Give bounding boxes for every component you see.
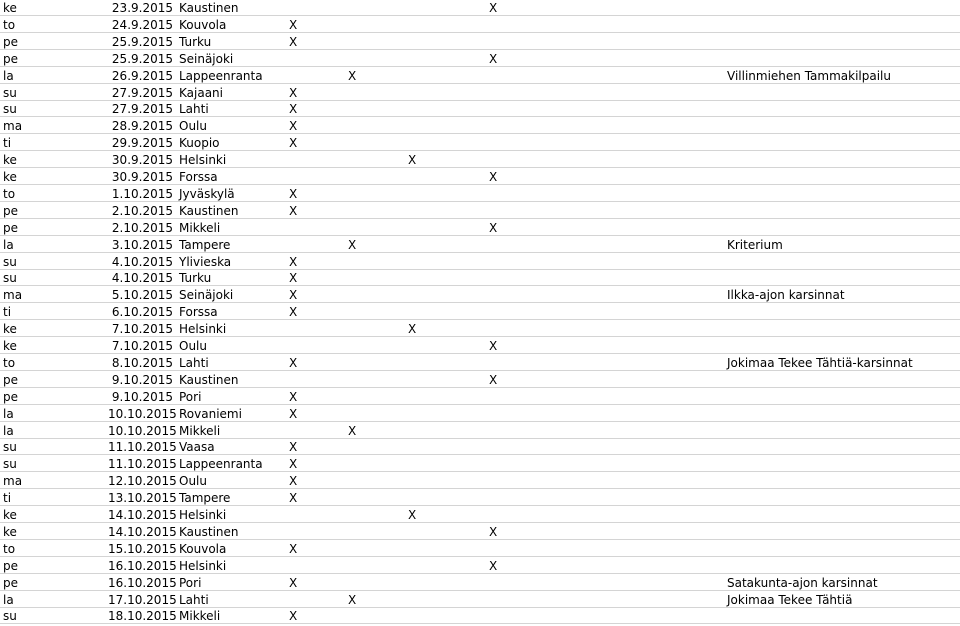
venue-cell: Tampere <box>179 237 231 252</box>
venue-cell: Vaasa <box>179 440 215 455</box>
schedule-row <box>0 254 960 270</box>
venue-cell: Tampere <box>179 491 231 506</box>
schedule-row <box>0 118 960 134</box>
date-cell: 7.10.2015 <box>111 322 173 337</box>
weekday-cell: ma <box>3 119 23 134</box>
category-mark-cell: X <box>289 440 298 455</box>
venue-cell: Jyväskylä <box>179 186 235 201</box>
weekday-cell: pe <box>3 558 18 573</box>
venue-cell: Ylivieska <box>179 254 232 269</box>
weekday-cell: ti <box>3 491 12 506</box>
category-mark-cell: X <box>289 474 298 489</box>
weekday-cell: pe <box>3 34 18 49</box>
schedule-row <box>0 270 960 286</box>
schedule-row <box>0 51 960 67</box>
weekday-cell: to <box>3 355 16 370</box>
weekday-cell: ke <box>3 322 17 337</box>
category-mark-cell: X <box>289 136 298 151</box>
schedule-row <box>0 473 960 489</box>
schedule-row <box>0 321 960 337</box>
category-mark-cell: X <box>289 305 298 320</box>
category-mark-cell: X <box>489 1 498 15</box>
date-cell: 6.10.2015 <box>111 305 173 320</box>
weekday-cell: su <box>3 271 17 286</box>
weekday-cell: pe <box>3 575 18 590</box>
venue-cell: Lahti <box>179 355 209 370</box>
date-cell: 12.10.2015 <box>108 474 177 489</box>
date-cell: 4.10.2015 <box>111 271 173 286</box>
date-cell: 14.10.2015 <box>108 524 177 539</box>
date-cell: 2.10.2015 <box>111 220 173 235</box>
schedule-row <box>0 152 960 168</box>
category-mark-cell: X <box>289 609 298 624</box>
weekday-cell: la <box>3 423 14 438</box>
date-cell: 9.10.2015 <box>111 372 173 387</box>
schedule-row <box>0 304 960 320</box>
venue-cell: Helsinki <box>179 322 227 337</box>
date-cell: 27.9.2015 <box>111 102 173 117</box>
date-cell: 11.10.2015 <box>108 457 177 472</box>
weekday-cell: la <box>3 237 14 252</box>
category-mark-cell: X <box>289 271 298 286</box>
category-mark-cell: X <box>489 339 498 353</box>
venue-cell: Pori <box>179 575 202 590</box>
schedule-row <box>0 338 960 354</box>
venue-cell: Lahti <box>179 102 209 117</box>
venue-cell: Kouvola <box>179 541 227 556</box>
schedule-row <box>0 575 960 591</box>
venue-cell: Lappeenranta <box>179 457 263 472</box>
weekday-cell: ke <box>3 508 17 522</box>
category-mark-cell: X <box>289 288 298 303</box>
note-cell: Kriterium <box>727 237 783 252</box>
date-cell: 5.10.2015 <box>111 288 173 303</box>
date-cell: 25.9.2015 <box>111 51 173 66</box>
schedule-row <box>0 541 960 557</box>
venue-cell: Helsinki <box>179 153 227 168</box>
note-cell: Jokimaa Tekee Tähtiä-karsinnat <box>727 355 913 370</box>
note-cell: Satakunta-ajon karsinnat <box>727 575 878 590</box>
venue-cell: Turku <box>179 34 212 49</box>
schedule-row <box>0 287 960 303</box>
schedule-row <box>0 592 960 608</box>
category-mark-cell: X <box>348 592 357 607</box>
category-mark-cell: X <box>489 558 498 573</box>
date-cell: 28.9.2015 <box>111 119 173 134</box>
category-mark-cell: X <box>289 34 298 49</box>
category-mark-cell: X <box>289 491 298 506</box>
date-cell: 16.10.2015 <box>108 575 177 590</box>
weekday-cell: ti <box>3 305 12 320</box>
category-mark-cell: X <box>289 119 298 134</box>
schedule-row <box>0 355 960 371</box>
venue-cell: Pori <box>179 389 202 404</box>
note-cell: Villinmiehen Tammakilpailu <box>727 68 891 83</box>
date-cell: 10.10.2015 <box>108 423 177 438</box>
weekday-cell: pe <box>3 51 18 66</box>
venue-cell: Lappeenranta <box>179 68 263 83</box>
date-cell: 9.10.2015 <box>111 389 173 404</box>
schedule-row <box>0 220 960 236</box>
schedule-row <box>0 68 960 84</box>
date-cell: 30.9.2015 <box>111 153 173 168</box>
date-cell: 14.10.2015 <box>108 508 177 522</box>
date-cell: 15.10.2015 <box>108 541 177 556</box>
schedule-row <box>0 85 960 101</box>
venue-cell: Kaustinen <box>179 372 239 387</box>
date-cell: 1.10.2015 <box>111 186 173 201</box>
date-cell: 29.9.2015 <box>111 136 173 151</box>
schedule-row <box>0 389 960 405</box>
date-cell: 30.9.2015 <box>111 170 173 184</box>
date-cell: 25.9.2015 <box>111 34 173 49</box>
weekday-cell: su <box>3 102 17 117</box>
schedule-row <box>0 524 960 540</box>
date-cell: 2.10.2015 <box>111 203 173 218</box>
category-mark-cell: X <box>289 575 298 590</box>
category-mark-cell: X <box>289 355 298 370</box>
weekday-cell: la <box>3 406 14 421</box>
note-cell: Ilkka-ajon karsinnat <box>727 288 845 303</box>
weekday-cell: to <box>3 541 16 556</box>
schedule-row <box>0 439 960 455</box>
category-mark-cell: X <box>408 508 417 522</box>
schedule-row <box>0 558 960 574</box>
date-cell: 7.10.2015 <box>111 339 173 353</box>
venue-cell: Helsinki <box>179 558 227 573</box>
weekday-cell: ti <box>3 136 12 151</box>
category-mark-cell: X <box>348 237 357 252</box>
venue-cell: Oulu <box>179 474 207 489</box>
category-mark-cell: X <box>489 170 498 184</box>
category-mark-cell: X <box>289 203 298 218</box>
category-mark-cell: X <box>489 524 498 539</box>
venue-cell: Lahti <box>179 592 209 607</box>
schedule-row <box>0 186 960 202</box>
weekday-cell: ke <box>3 524 17 539</box>
date-cell: 16.10.2015 <box>108 558 177 573</box>
date-cell: 4.10.2015 <box>111 254 173 269</box>
schedule-row <box>0 17 960 33</box>
venue-cell: Mikkeli <box>179 220 221 235</box>
category-mark-cell: X <box>289 406 298 421</box>
schedule-row <box>0 456 960 472</box>
weekday-cell: su <box>3 440 17 455</box>
date-cell: 26.9.2015 <box>111 68 173 83</box>
weekday-cell: ke <box>3 339 17 353</box>
weekday-cell: ke <box>3 170 17 184</box>
weekday-cell: su <box>3 85 17 100</box>
venue-cell: Kaustinen <box>179 203 239 218</box>
schedule-row <box>0 423 960 439</box>
weekday-cell: to <box>3 186 16 201</box>
category-mark-cell: X <box>408 153 417 168</box>
venue-cell: Turku <box>179 271 212 286</box>
schedule-row <box>0 372 960 388</box>
schedule-row <box>0 237 960 253</box>
category-mark-cell: X <box>289 186 298 201</box>
weekday-cell: pe <box>3 372 18 387</box>
weekday-cell: pe <box>3 389 18 404</box>
date-cell: 24.9.2015 <box>111 17 173 32</box>
category-mark-cell: X <box>348 68 357 83</box>
weekday-cell: pe <box>3 220 18 235</box>
schedule-row <box>0 34 960 50</box>
category-mark-cell: X <box>289 541 298 556</box>
weekday-cell: su <box>3 609 17 624</box>
venue-cell: Oulu <box>179 119 207 134</box>
schedule-row <box>0 203 960 219</box>
weekday-cell: la <box>3 592 14 607</box>
category-mark-cell: X <box>489 372 498 387</box>
date-cell: 23.9.2015 <box>111 1 173 15</box>
weekday-cell: ma <box>3 474 23 489</box>
date-cell: 18.10.2015 <box>108 609 177 624</box>
weekday-cell: pe <box>3 203 18 218</box>
weekday-cell: ke <box>3 153 17 168</box>
schedule-row <box>0 507 960 523</box>
date-cell: 17.10.2015 <box>108 592 177 607</box>
venue-cell: Kaustinen <box>179 1 239 15</box>
schedule-row <box>0 406 960 422</box>
venue-cell: Rovaniemi <box>179 406 242 421</box>
date-cell: 10.10.2015 <box>108 406 177 421</box>
weekday-cell: su <box>3 254 17 269</box>
category-mark-cell: X <box>289 457 298 472</box>
venue-cell: Forssa <box>179 170 218 184</box>
schedule-row <box>0 608 960 624</box>
weekday-cell: ma <box>3 288 23 303</box>
venue-cell: Forssa <box>179 305 218 320</box>
date-cell: 11.10.2015 <box>108 440 177 455</box>
category-mark-cell: X <box>289 102 298 117</box>
schedule-row <box>0 101 960 117</box>
category-mark-cell: X <box>348 423 357 438</box>
weekday-cell: su <box>3 457 17 472</box>
schedule-row <box>0 169 960 185</box>
date-cell: 3.10.2015 <box>111 237 173 252</box>
category-mark-cell: X <box>408 322 417 337</box>
venue-cell: Seinäjoki <box>179 288 234 303</box>
category-mark-cell: X <box>289 17 298 32</box>
venue-cell: Seinäjoki <box>179 51 234 66</box>
category-mark-cell: X <box>289 85 298 100</box>
note-cell: Jokimaa Tekee Tähtiä <box>727 592 853 607</box>
weekday-cell: ke <box>3 1 17 15</box>
date-cell: 27.9.2015 <box>111 85 173 100</box>
venue-cell: Helsinki <box>179 508 227 522</box>
schedule-row <box>0 490 960 506</box>
schedule-row <box>0 0 960 16</box>
venue-cell: Mikkeli <box>179 423 221 438</box>
category-mark-cell: X <box>489 220 498 235</box>
weekday-cell: to <box>3 17 16 32</box>
venue-cell: Oulu <box>179 339 207 353</box>
venue-cell: Kaustinen <box>179 524 239 539</box>
venue-cell: Kuopio <box>179 136 220 151</box>
category-mark-cell: X <box>289 254 298 269</box>
venue-cell: Kouvola <box>179 17 227 32</box>
date-cell: 8.10.2015 <box>111 355 173 370</box>
category-mark-cell: X <box>289 389 298 404</box>
weekday-cell: la <box>3 68 14 83</box>
date-cell: 13.10.2015 <box>108 491 177 506</box>
venue-cell: Mikkeli <box>179 609 221 624</box>
schedule-row <box>0 135 960 151</box>
venue-cell: Kajaani <box>179 85 223 100</box>
category-mark-cell: X <box>489 51 498 66</box>
